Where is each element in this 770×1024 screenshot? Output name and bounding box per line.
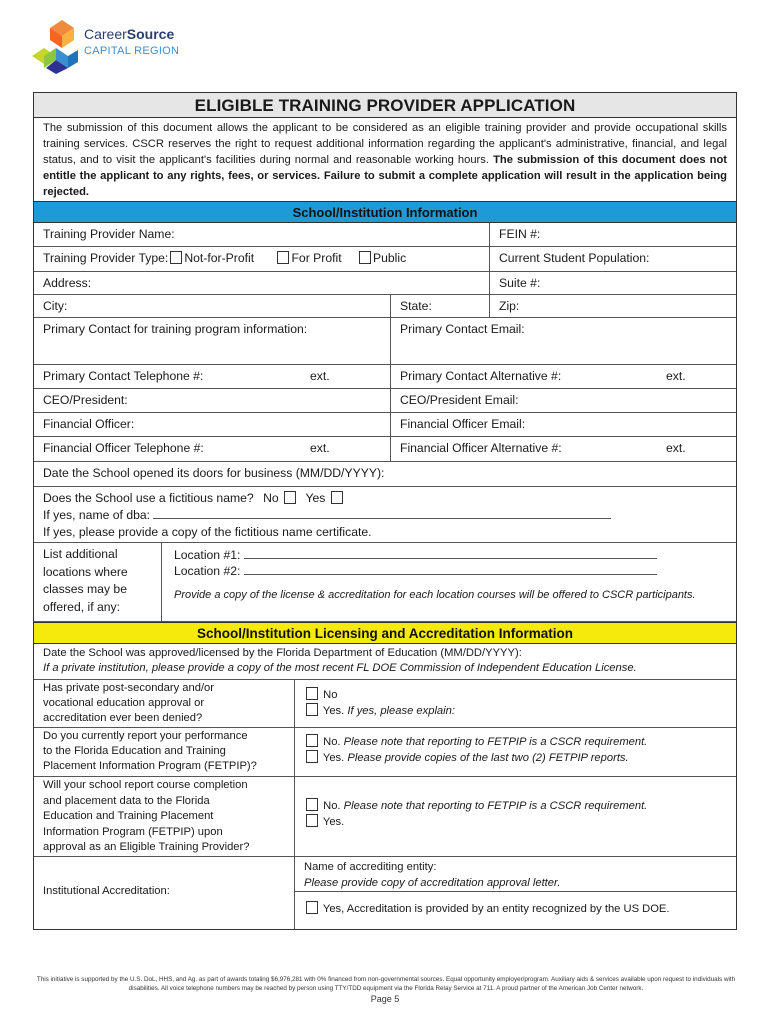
q1-no-checkbox[interactable]	[306, 687, 318, 700]
student-population-field[interactable]: Current Student Population:	[489, 247, 736, 271]
q1-yes-checkbox[interactable]	[306, 703, 318, 716]
q1-label: Has private post-secondary and/or vocational education approval or accreditation ever been denied?	[43, 682, 215, 724]
ceo-field[interactable]: CEO/President:	[43, 393, 128, 407]
date-opened-field[interactable]: Date the School opened its doors for business (MM/DD/YYYY):	[43, 466, 385, 480]
accreditation-label: Institutional Accreditation:	[43, 885, 170, 897]
q1-options: No Yes. If yes, please explain:	[294, 680, 736, 727]
fictitious-name-block: Does the School use a fictitious name? No Yes If yes, name of dba: If yes, please provide a copy of the fictitious name certificate.	[34, 487, 736, 542]
intro-text: The submission of this document allows the applicant to be considered as an eligible training provider and provide occupational skills training services. CSCR reserves the right to request additional information regarding the applicant's administrative, financial, and legal status, and to visit the applicant's facilities during normal and reasonable working hours.	[43, 122, 727, 166]
footer-disclaimer: This initiative is supported by the U.S. DoL, HHS, and Ag. as part of awards totaling $6,976,281 with 0% financed from non-governmental sources. Equal opportunity employer/program. Auxiliary aids & services available upon request to individuals with disabilities. All voice telephone numbers may be reached by person using TTY/TDD equipment via the Florida Relay Service at 711. A proud partner of the American Job Center network.	[36, 976, 736, 992]
intro-paragraph	[34, 118, 736, 201]
financial-phone-ext: ext.	[310, 441, 330, 455]
financial-alt-field[interactable]: Financial Officer Alternative #: ext.	[390, 437, 736, 461]
copy-cert-note: If yes, please provide a copy of the fictitious name certificate.	[43, 525, 372, 539]
zip-field[interactable]: Zip:	[489, 295, 736, 317]
accrediting-entity-field[interactable]: Name of accrediting entity: Please provide copy of accreditation approval letter.	[295, 857, 736, 892]
fictitious-no-checkbox[interactable]	[284, 491, 296, 504]
financial-officer-field[interactable]: Financial Officer:	[43, 417, 135, 431]
location2-input[interactable]	[244, 565, 657, 575]
for-profit-checkbox[interactable]	[277, 251, 289, 264]
date-approved-field[interactable]: Date the School was approved/licensed by the Florida Department of Education (MM/DD/YYYY):	[43, 647, 522, 659]
accreditation-options	[294, 857, 736, 929]
intro-warning: The submission of this document does not entitle the applicant to any rights, fees, or services. Failure to submit a complete application will result in the application being rejected.	[43, 154, 728, 198]
city-field[interactable]: City:	[43, 299, 68, 313]
address-field[interactable]: Address:	[43, 276, 92, 290]
section-header-licensing: School/Institution Licensing and Accreditation Information	[34, 622, 736, 644]
careersource-logo	[32, 18, 252, 76]
logo-wordmark: CareerSource	[84, 26, 175, 42]
primary-alt-field[interactable]: Primary Contact Alternative #: ext.	[390, 365, 736, 388]
primary-alt-ext: ext.	[666, 369, 686, 383]
primary-phone-field[interactable]: Primary Contact Telephone #: ext.	[43, 369, 330, 383]
application-form	[33, 92, 737, 930]
not-for-profit-checkbox[interactable]	[170, 251, 182, 264]
financial-phone-field[interactable]: Financial Officer Telephone #: ext.	[43, 441, 330, 455]
q3-yes-checkbox[interactable]	[306, 814, 318, 827]
ceo-email-field[interactable]: CEO/President Email:	[390, 389, 736, 412]
logo-mark-icon	[32, 18, 82, 76]
q3-options: No. Please note that reporting to FETPIP is a CSCR requirement. Yes.	[294, 777, 736, 856]
locations-block: Location #1: Location #2: Provide a copy of the license & accreditation for each location courses will be offered to CSCR participants.	[161, 543, 736, 621]
logo-region: CAPITAL REGION	[84, 45, 180, 57]
list-locations-label: List additional locations where classes may be offered, if any:	[43, 547, 128, 614]
section-header-school-info: School/Institution Information	[34, 201, 736, 223]
state-field[interactable]: State:	[390, 295, 489, 317]
us-doe-checkbox[interactable]	[306, 901, 318, 914]
private-license-note: If a private institution, please provide a copy of the most recent FL DOE Commission of Independent Education License.	[43, 662, 637, 674]
location-note: Provide a copy of the license & accreditation for each location courses will be offered to CSCR participants.	[174, 589, 696, 601]
financial-email-field[interactable]: Financial Officer Email:	[390, 413, 736, 436]
primary-contact-field[interactable]: Primary Contact for training program information:	[43, 322, 308, 336]
financial-alt-ext: ext.	[666, 441, 686, 455]
q3-label: Will your school report course completion and placement data to the Florida Education and Training Placement Information Program (FETPIP) upon approval as an Eligible Training Provider?	[43, 779, 250, 853]
dba-input[interactable]	[153, 509, 611, 519]
q2-yes-checkbox[interactable]	[306, 750, 318, 763]
primary-phone-ext: ext.	[310, 369, 330, 383]
public-checkbox[interactable]	[359, 251, 371, 264]
page-number: Page 5	[370, 994, 400, 1004]
date-approved-block	[34, 644, 736, 679]
q2-no-checkbox[interactable]	[306, 734, 318, 747]
training-provider-name-field[interactable]: Training Provider Name:	[43, 227, 175, 241]
location1-input[interactable]	[244, 549, 657, 559]
us-doe-option: Yes, Accreditation is provided by an entity recognized by the US DOE.	[295, 892, 736, 915]
fictitious-yes-checkbox[interactable]	[331, 491, 343, 504]
primary-email-field[interactable]: Primary Contact Email:	[390, 318, 736, 364]
q2-label: Do you currently report your performance to the Florida Education and Training Placement Information Program (FETPIP)?	[43, 730, 257, 772]
suite-field[interactable]: Suite #:	[489, 272, 736, 294]
fein-field[interactable]: FEIN #:	[489, 223, 736, 246]
provider-type-row: Training Provider Type: Not-for-Profit For Profit Public	[43, 251, 407, 265]
q3-no-checkbox[interactable]	[306, 798, 318, 811]
form-title: ELIGIBLE TRAINING PROVIDER APPLICATION	[34, 93, 736, 118]
q2-options: No. Please note that reporting to FETPIP is a CSCR requirement. Yes. Please provide copies of the last two (2) FETPIP reports.	[294, 728, 736, 776]
